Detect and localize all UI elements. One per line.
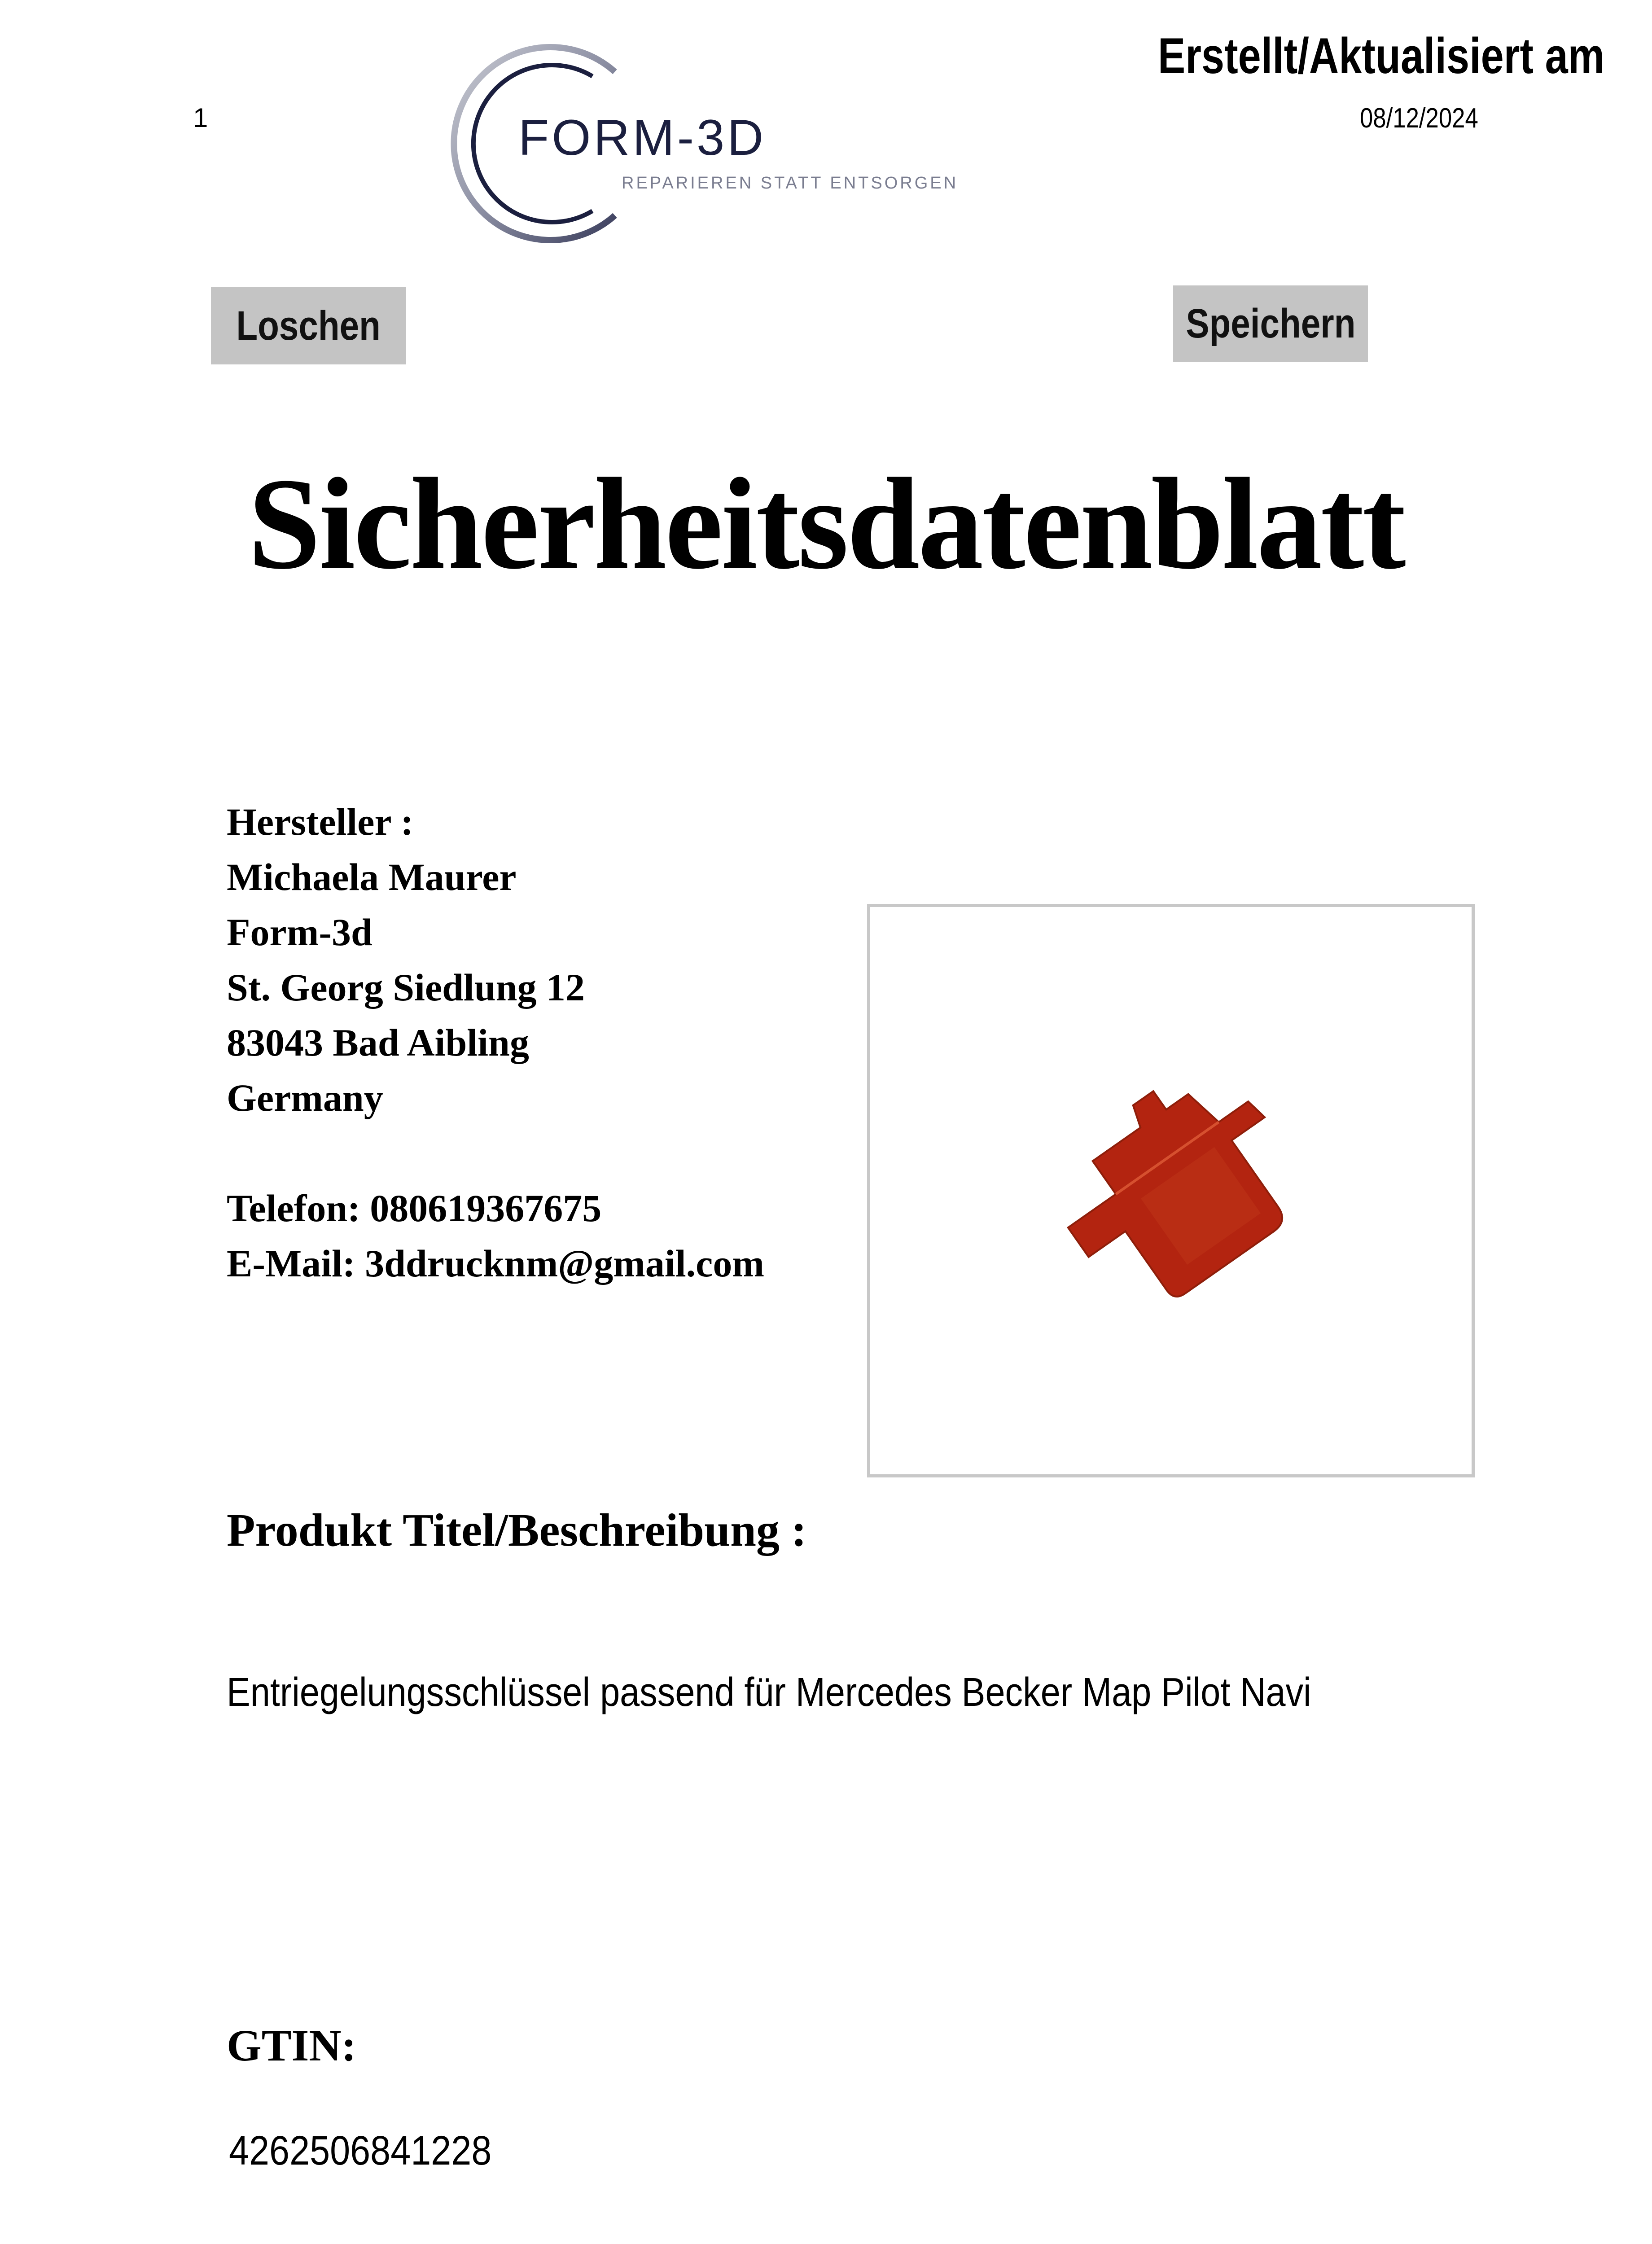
save-button-label: Speichern [1185, 300, 1356, 346]
delete-button[interactable] [211, 287, 406, 364]
save-button[interactable] [1173, 285, 1368, 362]
logo-tagline: REPARIEREN STATT ENTSORGEN [622, 174, 956, 193]
manufacturer-country: Germany [227, 1076, 383, 1119]
manufacturer-block [227, 794, 764, 1291]
form-3d-logo [417, 40, 956, 247]
gtin-value: 4262506841228 [229, 2128, 492, 2174]
manufacturer-phone: Telefon: 080619367675 [227, 1187, 602, 1230]
manufacturer-email: E-Mail: 3ddrucknm@gmail.com [227, 1242, 764, 1285]
gtin-label: GTIN: [227, 2020, 356, 2070]
manufacturer-street: St. Georg Siedlung 12 [227, 966, 585, 1009]
manufacturer-name: Michaela Maurer [227, 855, 517, 898]
delete-button-label: Loschen [236, 302, 381, 349]
product-image [867, 904, 1475, 1477]
manufacturer-city: 83043 Bad Aibling [227, 1021, 529, 1064]
created-updated-date: 08/12/2024 [1360, 103, 1478, 134]
description-text: Entriegelungsschlüssel passend für Mercedes Becker Map Pilot Navi [227, 1670, 1311, 1715]
logo-wordmark: FORM-3D [518, 110, 767, 166]
created-updated-label: Erstellt/Aktualisiert am [1158, 28, 1605, 84]
page-title: Sicherheitsdatenblatt [248, 451, 1404, 596]
manufacturer-company: Form-3d [227, 911, 372, 954]
description-label: Produkt Titel/Beschreibung : [227, 1504, 807, 1556]
manufacturer-label: Hersteller : [227, 800, 414, 843]
page-number: 1 [193, 103, 208, 133]
red-key-image [870, 907, 1472, 1474]
